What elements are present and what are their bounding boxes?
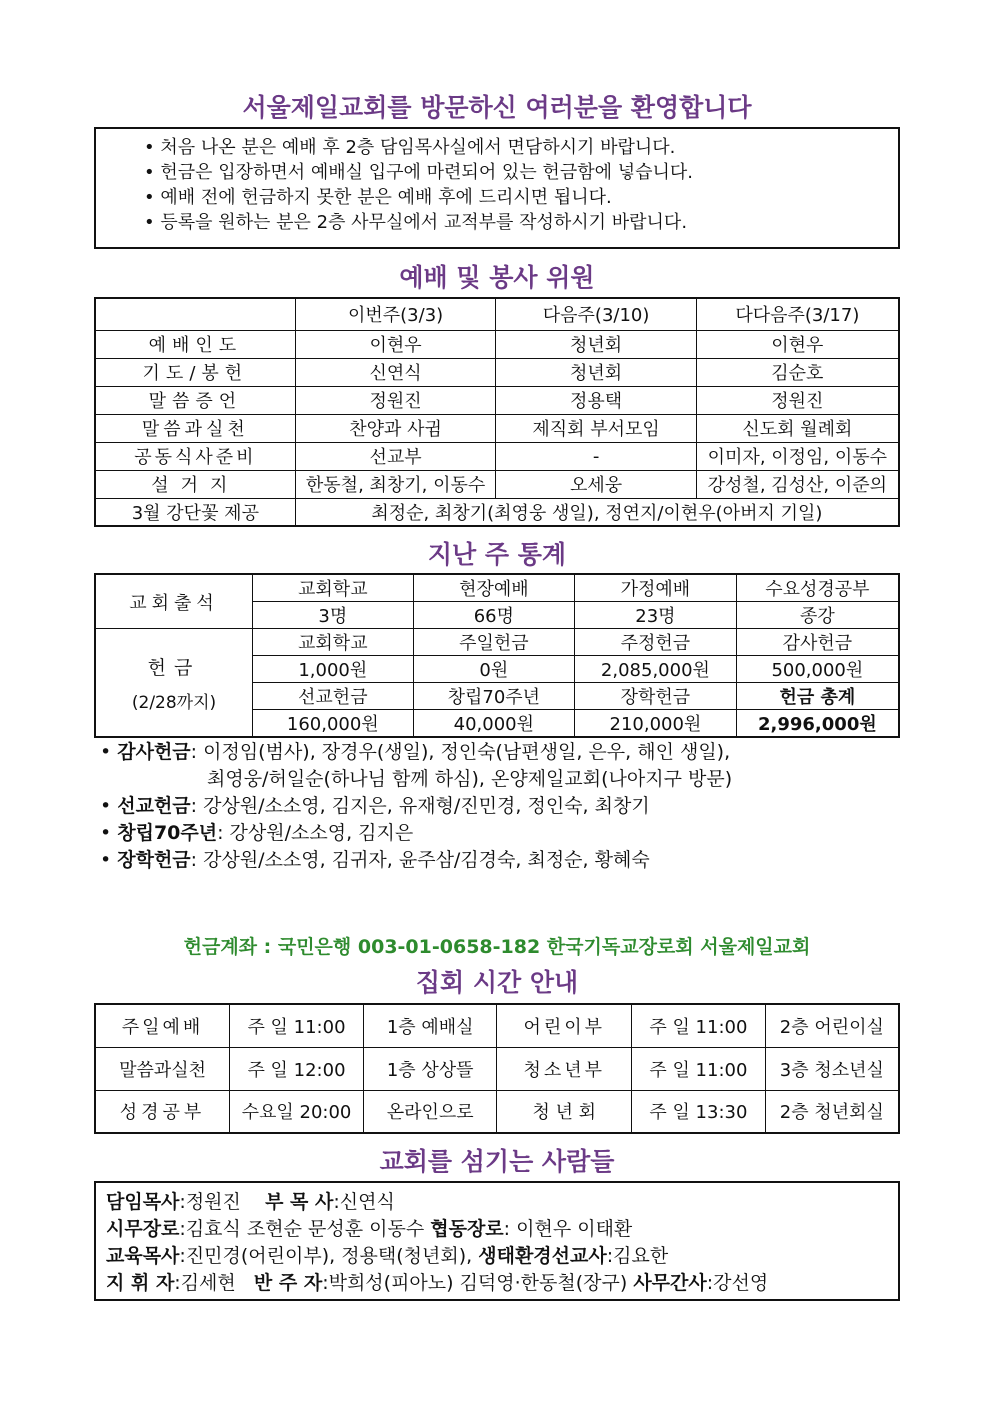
- table-cell: 주 일 11:00: [632, 1004, 766, 1047]
- account-info: 헌금계좌 : 국민은행 003-01-0658-182 한국기독교장로회 서울제일교회: [183, 936, 811, 958]
- duty-table: [94, 297, 900, 527]
- table-row: [95, 386, 899, 414]
- table-cell: 신도회 월례회: [696, 414, 899, 442]
- table-cell: 주일예배: [95, 1004, 230, 1047]
- table-cell: 160,000원: [253, 710, 414, 738]
- attendance-label: 교회출석: [95, 574, 253, 629]
- staff-box: [94, 1181, 900, 1301]
- table-header: 주정헌금: [575, 629, 737, 656]
- donor-line-cont: 최영웅/허일순(하나님 함께 하심), 온양제일교회(나아지구 방문): [207, 768, 733, 790]
- total-value: 2,996,000원: [736, 710, 899, 738]
- table-cell: 정용택: [496, 386, 696, 414]
- table-cell: 2,085,000원: [575, 656, 737, 683]
- welcome-item: • 예배 전에 헌금하지 못한 분은 예배 후에 드리시면 됩니다.: [144, 187, 612, 208]
- table-row: [95, 358, 899, 386]
- table-cell: 청 년 회: [497, 1090, 632, 1133]
- table-row: [95, 414, 899, 442]
- table-cell: 이현우: [295, 330, 496, 358]
- offering-label: 헌금: [147, 656, 201, 679]
- table-cell: 0원: [413, 656, 575, 683]
- table-header: 현장예배: [413, 574, 575, 602]
- table-cell: 주 일 11:00: [230, 1004, 364, 1047]
- table-header: [95, 298, 295, 330]
- stats-title: 지난 주 통계: [427, 540, 567, 569]
- table-cell: 3층 청소년실: [765, 1047, 899, 1090]
- total-header: 헌금 총계: [736, 683, 899, 710]
- table-cell: 공동식사준비: [95, 442, 295, 470]
- welcome-title: 서울제일교회를 방문하신 여러분을 환영합니다: [242, 93, 752, 122]
- table-cell: 정원진: [696, 386, 899, 414]
- table-cell: 청년회: [496, 330, 696, 358]
- table-header: 수요성경공부: [736, 574, 899, 602]
- table-cell: 신연식: [295, 358, 496, 386]
- table-cell: 말씀증언: [95, 386, 295, 414]
- table-cell: 2층 어린이실: [765, 1004, 899, 1047]
- table-cell: 기도/봉헌: [95, 358, 295, 386]
- table-cell: 주 일 12:00: [230, 1047, 364, 1090]
- staff-title: 교회를 섬기는 사람들: [379, 1147, 615, 1176]
- donor-line: • 선교헌금: 강상원/소소영, 김지은, 유재형/진민경, 정인숙, 최창기: [100, 795, 650, 817]
- table-header: 가정예배: [575, 574, 737, 602]
- table-row: [95, 442, 899, 470]
- table-row: [95, 629, 899, 656]
- table-cell: 설거지: [95, 470, 295, 498]
- table-row: [95, 470, 899, 498]
- table-cell: 66명: [413, 602, 575, 629]
- table-cell: 말씀과실천: [95, 414, 295, 442]
- staff-line: 시무장로:김효식 조현순 문성훈 이동수 협동장로: 이현우 이태환: [106, 1218, 633, 1240]
- table-cell: 강성철, 김성산, 이준의: [696, 470, 899, 498]
- donor-list: [100, 739, 900, 874]
- table-cell: 성경공부: [95, 1090, 230, 1133]
- table-cell: 주 일 11:00: [632, 1047, 766, 1090]
- table-cell: 선교부: [295, 442, 496, 470]
- table-cell: 1층 예배실: [363, 1004, 497, 1047]
- offering-sublabel: (2/28까지): [131, 692, 217, 713]
- duty-header-row: [95, 298, 899, 330]
- table-cell: 40,000원: [413, 710, 575, 738]
- stats-table: [94, 573, 900, 738]
- table-cell: 수요일 20:00: [230, 1090, 364, 1133]
- meetings-table: [94, 1003, 900, 1134]
- table-cell: 정원진: [295, 386, 496, 414]
- staff-line: 담임목사:정원진 부 목 사:신연식: [106, 1191, 395, 1213]
- table-cell: 김순호: [696, 358, 899, 386]
- table-header: 선교헌금: [253, 683, 414, 710]
- table-cell: 예배인도: [95, 330, 295, 358]
- table-cell: 어린이부: [497, 1004, 632, 1047]
- table-cell: 주 일 13:30: [632, 1090, 766, 1133]
- offering-label-cell: [95, 629, 253, 738]
- donor-line: • 감사헌금: 이정임(범사), 장경우(생일), 정인숙(남편생일, 은우, 해인 생일),: [100, 741, 731, 763]
- table-cell: 제직회 부서모임: [496, 414, 696, 442]
- table-row: [95, 1090, 899, 1133]
- table-cell: 한동철, 최창기, 이동수: [295, 470, 496, 498]
- table-cell: 23명: [575, 602, 737, 629]
- flower-label: 3월 강단꽃 제공: [95, 498, 295, 526]
- table-header: 다다음주(3/17): [696, 298, 899, 330]
- table-header: 교회학교: [253, 574, 414, 602]
- donor-line: • 창립70주년: 강상원/소소영, 김지은: [100, 822, 414, 844]
- table-cell: 2층 청년회실: [765, 1090, 899, 1133]
- table-header: 주일헌금: [413, 629, 575, 656]
- table-cell: 1,000원: [253, 656, 414, 683]
- table-header: 감사헌금: [736, 629, 899, 656]
- table-cell: 종강: [736, 602, 899, 629]
- table-cell: 온라인으로: [363, 1090, 497, 1133]
- flower-value: 최정순, 최창기(최영웅 생일), 정연지/이현우(아버지 기일): [295, 498, 899, 526]
- table-cell: 말씀과실천: [95, 1047, 230, 1090]
- staff-line: 지 휘 자:김세현 반 주 자:박희성(피아노) 김덕영·한동철(장구) 사무간사:강선영: [106, 1272, 769, 1294]
- table-cell: 이현우: [696, 330, 899, 358]
- table-cell: 210,000원: [575, 710, 737, 738]
- table-header: 장학헌금: [575, 683, 737, 710]
- welcome-box: [94, 127, 900, 249]
- welcome-item: • 헌금은 입장하면서 예배실 입구에 마련되어 있는 헌금함에 넣습니다.: [144, 162, 693, 183]
- table-cell: 찬양과 사귐: [295, 414, 496, 442]
- table-header: 이번주(3/3): [295, 298, 496, 330]
- table-cell: -: [496, 442, 696, 470]
- table-row: [95, 498, 899, 526]
- donor-line: • 장학헌금: 강상원/소소영, 김귀자, 윤주삼/김경숙, 최정순, 황혜숙: [100, 849, 650, 871]
- table-header: 교회학교: [253, 629, 414, 656]
- table-row: [95, 330, 899, 358]
- table-header: 다음주(3/10): [496, 298, 696, 330]
- table-cell: 청년회: [496, 358, 696, 386]
- table-cell: 3명: [253, 602, 414, 629]
- table-cell: 이미자, 이정임, 이동수: [696, 442, 899, 470]
- table-cell: 청소년부: [497, 1047, 632, 1090]
- welcome-item: • 등록을 원하는 분은 2층 사무실에서 교적부를 작성하시기 바랍니다.: [144, 212, 688, 233]
- table-row: [95, 574, 899, 602]
- staff-line: 교육목사:진민경(어린이부), 정용택(청년회), 생태환경선교사:김요한: [106, 1245, 669, 1267]
- welcome-item: • 처음 나온 분은 예배 후 2층 담임목사실에서 면담하시기 바랍니다.: [144, 137, 676, 158]
- table-cell: 1층 상상뜰: [363, 1047, 497, 1090]
- table-cell: 500,000원: [736, 656, 899, 683]
- duty-title: 예배 및 봉사 위원: [399, 263, 595, 292]
- table-row: [95, 1047, 899, 1090]
- table-header: 창립70주년: [413, 683, 575, 710]
- meetings-title: 집회 시간 안내: [415, 968, 579, 997]
- table-row: [95, 1004, 899, 1047]
- table-cell: 오세웅: [496, 470, 696, 498]
